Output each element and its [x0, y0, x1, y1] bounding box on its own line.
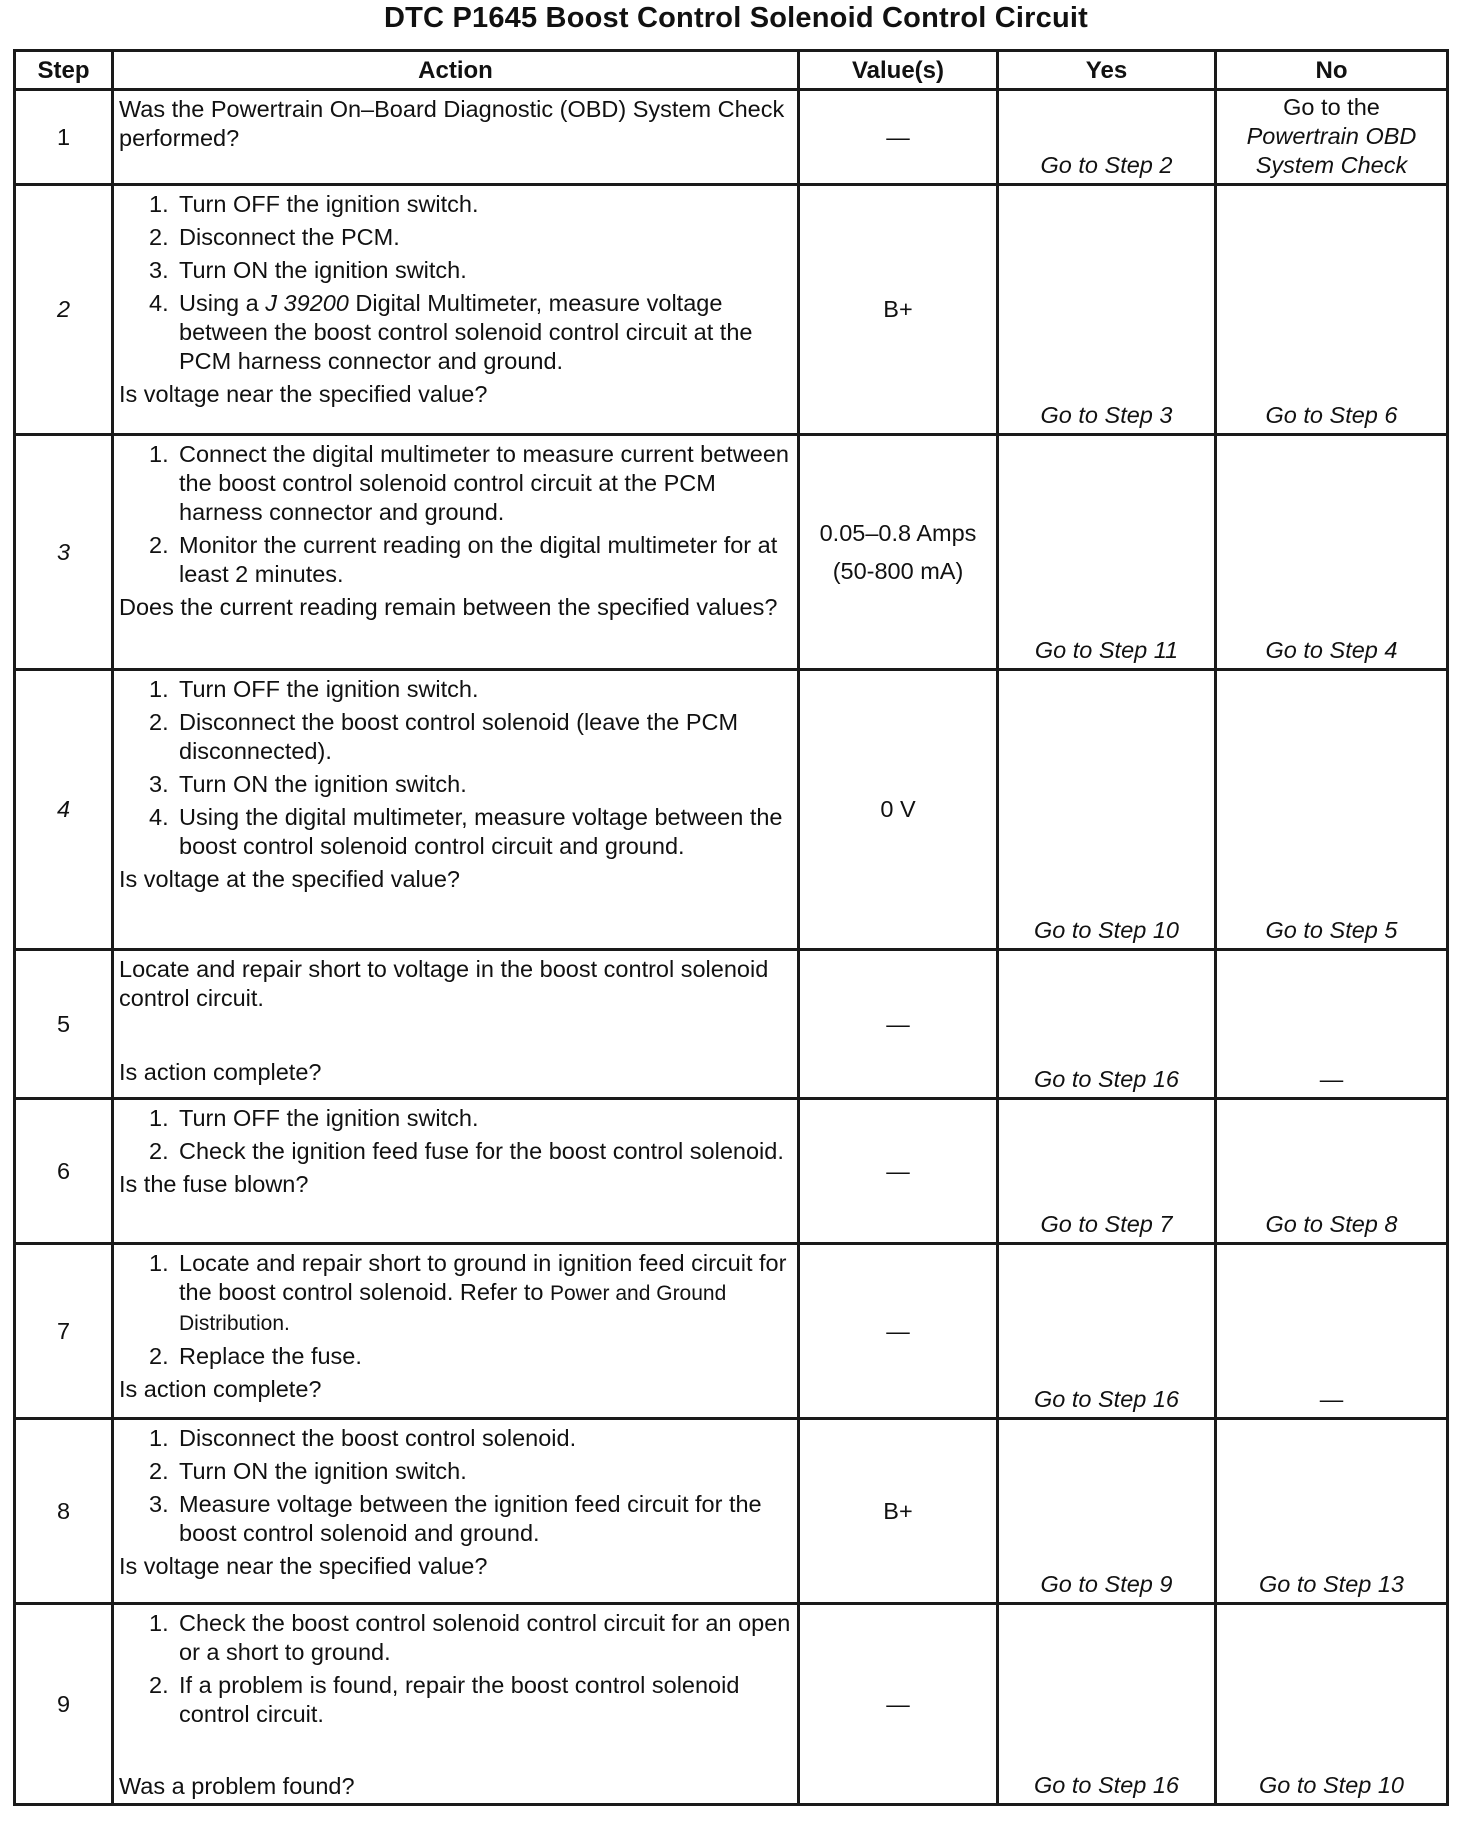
no-cell: Go to Step 13: [1216, 1419, 1448, 1604]
value-cell: B+: [799, 185, 998, 435]
action-step: 1. Connect the digital multimeter to measure current between the boost control solenoid control circuit at the PCM harness connector and ground.: [149, 441, 790, 525]
action-cell: [113, 950, 799, 1099]
action-question: Is voltage near the specified value?: [119, 1553, 488, 1579]
value-cell: —: [799, 950, 998, 1099]
action-cell: [113, 1244, 799, 1419]
action-steps: [119, 1609, 791, 1733]
action-question: Is voltage at the specified value?: [119, 866, 460, 892]
no-cell: —: [1216, 950, 1448, 1099]
header-values: Value(s): [799, 51, 998, 90]
value-cell: —: [799, 90, 998, 185]
step-number: 6: [15, 1099, 113, 1244]
no-line: System Check: [1255, 152, 1408, 178]
table-row: [15, 1099, 1448, 1244]
action-cell: [113, 185, 799, 435]
action-step: 2. Turn ON the ignition switch.: [149, 1458, 467, 1484]
action-step: 2. Monitor the current reading on the digital multimeter for at least 2 minutes.: [149, 532, 778, 587]
no-cell: [1216, 90, 1448, 185]
no-line: Go to the: [1283, 94, 1380, 120]
header-step: Step: [15, 51, 113, 90]
table-row: [15, 950, 1448, 1099]
action-step: 1. Locate and repair short to ground in ignition feed circuit for the boost control solenoid. Refer to Power and Ground Distribution.: [149, 1250, 787, 1335]
step-number: 5: [15, 950, 113, 1099]
no-line: Powertrain OBD: [1246, 123, 1417, 149]
action-steps: [119, 440, 791, 589]
page-title: DTC P1645 Boost Control Solenoid Control Circuit: [383, 2, 1088, 34]
action-step: 3. Turn ON the ignition switch.: [149, 257, 467, 283]
action-step: 2. Disconnect the boost control solenoid (leave the PCM disconnected).: [149, 709, 739, 764]
no-cell: —: [1216, 1244, 1448, 1419]
action-step: 3. Turn ON the ignition switch.: [149, 771, 467, 797]
diagnostic-table: [13, 49, 1449, 1806]
action-step: 1. Check the boost control solenoid control circuit for an open or a short to ground.: [149, 1610, 791, 1665]
action-cell: [113, 1099, 799, 1244]
yes-cell: Go to Step 2: [998, 90, 1216, 185]
header-action: Action: [113, 51, 799, 90]
table-row: [15, 670, 1448, 950]
value-line: 0.05–0.8 Amps: [819, 520, 977, 546]
action-steps: [119, 1104, 791, 1166]
value-cell: B+: [799, 1419, 998, 1604]
action-steps: [119, 675, 791, 861]
action-step: 2. Disconnect the PCM.: [149, 224, 400, 250]
tool-reference: J 39200: [265, 290, 349, 316]
action-steps: [119, 1249, 791, 1371]
action-cell: [113, 1604, 799, 1805]
action-cell: [113, 90, 799, 185]
value-cell: [799, 435, 998, 670]
action-step: 2. If a problem is found, repair the boost control solenoid control circuit.: [149, 1672, 740, 1727]
action-step: 1. Turn OFF the ignition switch.: [149, 191, 479, 217]
action-question: Was a problem found?: [119, 1773, 355, 1799]
table-row: [15, 1604, 1448, 1805]
yes-cell: Go to Step 3: [998, 185, 1216, 435]
yes-cell: Go to Step 10: [998, 670, 1216, 950]
action-cell: [113, 670, 799, 950]
table-row: [15, 1419, 1448, 1604]
yes-cell: Go to Step 9: [998, 1419, 1216, 1604]
value-cell: 0 V: [799, 670, 998, 950]
step-number: 3: [15, 435, 113, 670]
table-row: [15, 90, 1448, 185]
cross-reference: Power and Ground Distribution.: [179, 1282, 727, 1335]
action-step: 1. Turn OFF the ignition switch.: [149, 1105, 479, 1131]
header-no: No: [1216, 51, 1448, 90]
no-cell: Go to Step 8: [1216, 1099, 1448, 1244]
table-row: [15, 435, 1448, 670]
action-step: 3. Measure voltage between the ignition feed circuit for the boost control solenoid and ground.: [149, 1491, 762, 1546]
action-cell: [113, 435, 799, 670]
action-question: Is action complete?: [119, 1059, 322, 1085]
value-cell: —: [799, 1604, 998, 1805]
yes-cell: Go to Step 16: [998, 1244, 1216, 1419]
value-line: (50-800 mA): [832, 558, 964, 584]
value-cell: —: [799, 1244, 998, 1419]
table-row: [15, 1244, 1448, 1419]
no-cell: Go to Step 4: [1216, 435, 1448, 670]
no-cell: Go to Step 6: [1216, 185, 1448, 435]
action-step: 2. Replace the fuse.: [149, 1343, 362, 1369]
yes-cell: Go to Step 11: [998, 435, 1216, 670]
yes-cell: Go to Step 16: [998, 950, 1216, 1099]
action-question: Is the fuse blown?: [119, 1171, 309, 1197]
action-step: 4. Using a J 39200 Digital Multimeter, measure voltage between the boost control solenoid control circuit at the PCM harness connector and ground.: [149, 290, 753, 374]
action-step: 2. Check the ignition feed fuse for the boost control solenoid.: [149, 1138, 784, 1164]
action-question: Is action complete?: [119, 1376, 322, 1402]
header-row: [15, 51, 1448, 90]
step-number: 8: [15, 1419, 113, 1604]
action-step: 1. Turn OFF the ignition switch.: [149, 676, 479, 702]
action-text: Locate and repair short to voltage in the boost control solenoid control circuit.: [119, 956, 769, 1011]
header-yes: Yes: [998, 51, 1216, 90]
no-cell: Go to Step 10: [1216, 1604, 1448, 1805]
table-row: [15, 185, 1448, 435]
action-question: Does the current reading remain between the specified values?: [119, 594, 778, 620]
step-number: 9: [15, 1604, 113, 1805]
step-number: 4: [15, 670, 113, 950]
action-step: 4. Using the digital multimeter, measure voltage between the boost control solenoid control circuit and ground.: [149, 804, 783, 859]
action-steps: [119, 1424, 791, 1548]
no-cell: Go to Step 5: [1216, 670, 1448, 950]
action-step: 1. Disconnect the boost control solenoid.: [149, 1425, 577, 1451]
step-number: 1: [15, 90, 113, 185]
action-steps: [119, 190, 791, 376]
step-number: 2: [15, 185, 113, 435]
step-number: 7: [15, 1244, 113, 1419]
action-question: Is voltage near the specified value?: [119, 381, 488, 407]
yes-cell: Go to Step 7: [998, 1099, 1216, 1244]
action-text: Was the Powertrain On–Board Diagnostic (OBD) System Check performed?: [119, 96, 785, 151]
yes-cell: Go to Step 16: [998, 1604, 1216, 1805]
action-cell: [113, 1419, 799, 1604]
value-cell: —: [799, 1099, 998, 1244]
